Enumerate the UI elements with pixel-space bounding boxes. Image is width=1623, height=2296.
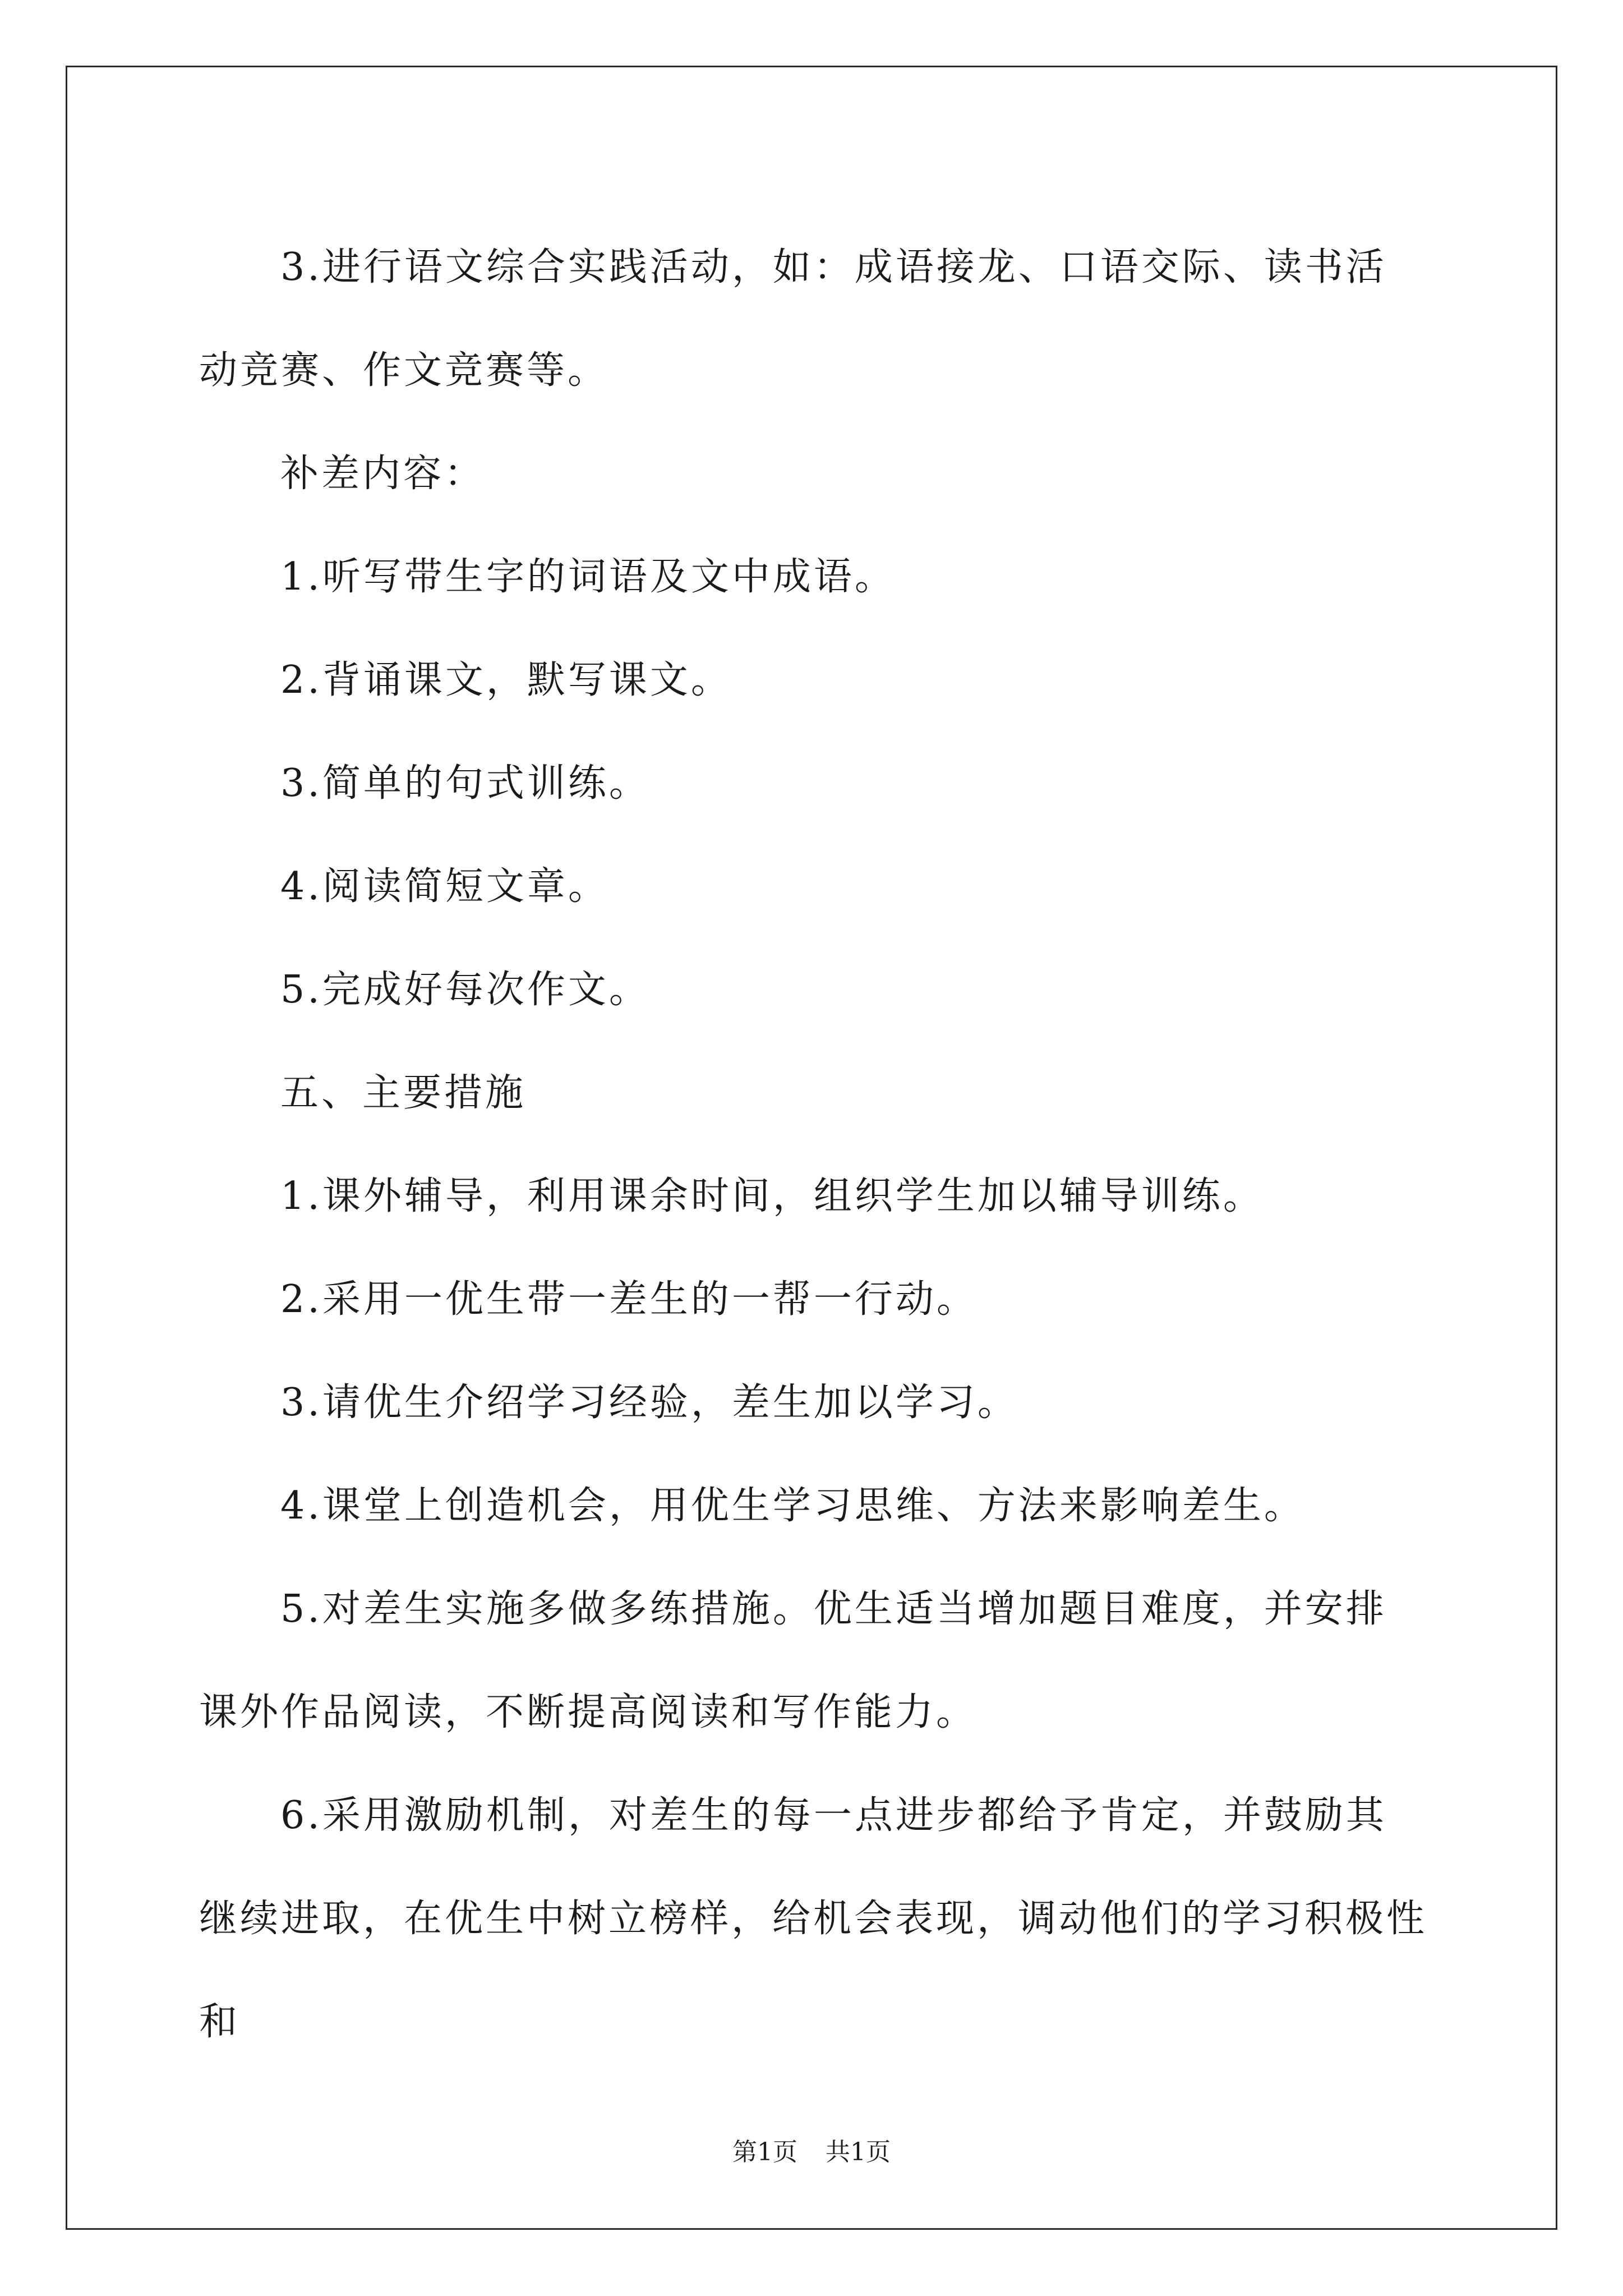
paragraph: 2.背诵课文，默写课文。 bbox=[280, 658, 732, 702]
paragraph: 2.采用一优生带一差生的一帮一行动。 bbox=[280, 1277, 978, 1322]
page-number: 第1页 bbox=[732, 2138, 797, 2166]
paragraph: 1.课外辅导，利用课余时间，组织学生加以辅导训练。 bbox=[280, 1174, 1264, 1218]
paragraph: 1.听写带生字的词语及文中成语。 bbox=[280, 555, 896, 599]
paragraph: 3.请优生介绍学习经验，差生加以学习。 bbox=[280, 1381, 1018, 1425]
page-footer bbox=[0, 2132, 1623, 2168]
paragraph: 3.进行语文综合实践活动，如：成语接龙、口语交际、读书活动竞赛、作文竞赛等。 bbox=[199, 245, 1387, 393]
document-body bbox=[199, 216, 1427, 2074]
paragraph: 3.简单的句式训练。 bbox=[280, 761, 650, 806]
paragraph: 补差内容： bbox=[280, 452, 486, 496]
paragraph: 4.课堂上创造机会，用优生学习思维、方法来影响差生。 bbox=[280, 1484, 1305, 1528]
paragraph: 5.完成好每次作文。 bbox=[280, 968, 650, 1012]
paragraph: 6.采用激励机制，对差生的每一点进步都给予肯定，并鼓励其继续进取，在优生中树立榜样，给机会表现，调动他们的学习积极性和 bbox=[199, 1793, 1428, 2044]
page-total: 共1页 bbox=[826, 2138, 891, 2166]
paragraph: 4.阅读简短文章。 bbox=[280, 864, 609, 909]
section-heading: 五、主要措施 bbox=[280, 1071, 527, 1115]
paragraph: 5.对差生实施多做多练措施。优生适当增加题目难度，并安排课外作品阅读，不断提高阅读和写作能力。 bbox=[199, 1587, 1387, 1734]
